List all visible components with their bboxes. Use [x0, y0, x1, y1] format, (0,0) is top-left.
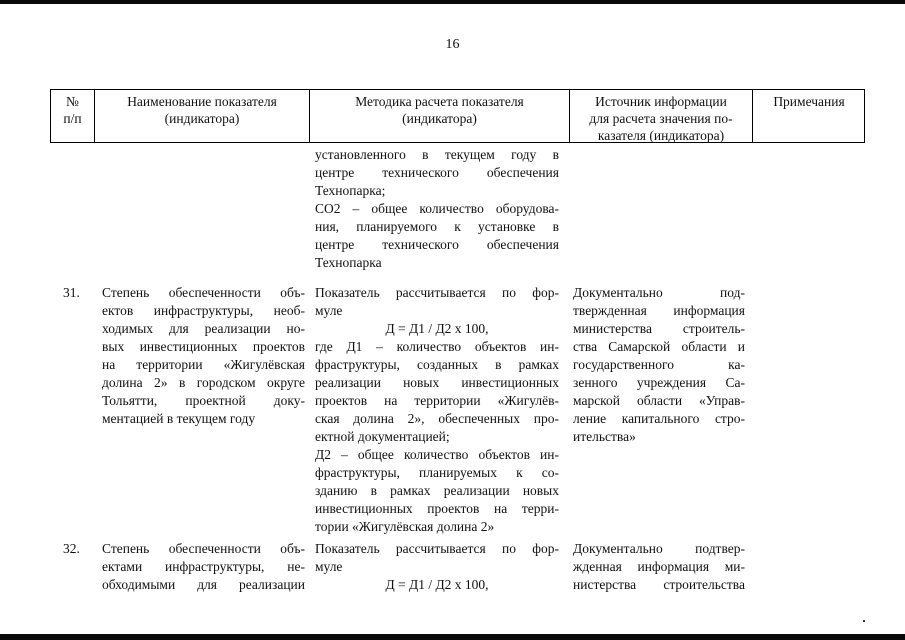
method-text-31 — [315, 284, 559, 536]
text-line: фраструктуры, планируемых к со- — [315, 465, 559, 480]
text-line: ектами инфраструктуры, не- — [102, 559, 305, 574]
text-line: Технопарка; — [315, 183, 386, 198]
method-text-32 — [315, 540, 559, 594]
page-number: 16 — [445, 37, 460, 52]
text-line: ительства» — [573, 429, 636, 444]
text-line: Документально под- — [573, 285, 745, 300]
indicator-name-32 — [102, 540, 305, 594]
text-line: нистерства строительства — [573, 577, 745, 592]
text-line: обходимыми для реализации — [102, 577, 305, 592]
text-line: установленного в текущем году в — [315, 147, 559, 162]
indicator-name-31 — [102, 284, 305, 428]
text-line: Показатель рассчитывается по фор- — [315, 541, 559, 556]
text-line: фраструктуры, созданных в рамках — [315, 357, 559, 372]
text-line: муле — [315, 303, 343, 318]
header-indicator-name — [95, 93, 309, 127]
text-line: Показатель рассчитывается по фор- — [315, 285, 559, 300]
text-line: центре технического обеспечения — [315, 237, 559, 252]
row-number: 32. — [63, 541, 80, 556]
text-line: ства Самарской области и — [573, 339, 745, 354]
formula: Д = Д1 / Д2 х 100, — [385, 577, 489, 592]
header-line: казателя (индикатора) — [597, 128, 725, 143]
header-line: Наименование показателя — [127, 94, 277, 109]
header-notes — [753, 93, 865, 110]
source-text-32 — [573, 540, 745, 594]
text-line: ектов инфраструктуры, необ- — [102, 303, 305, 318]
header-number — [51, 93, 94, 127]
header-line: Методика расчета показателя — [355, 94, 524, 109]
text-line: вых инвестиционных проектов — [102, 339, 305, 354]
source-text-31 — [573, 284, 745, 446]
text-line: жденная информация ми- — [573, 559, 745, 574]
header-line: (индикатора) — [402, 111, 477, 126]
text-line: зенного учреждения Са- — [573, 375, 745, 390]
header-line: п/п — [63, 111, 82, 126]
header-line: № — [66, 94, 79, 109]
scan-bottom-edge — [0, 634, 905, 640]
text-line: ментацией в текущем году — [102, 411, 256, 426]
text-line: реализации новых инвестиционных — [315, 375, 559, 390]
formula: Д = Д1 / Д2 х 100, — [385, 321, 489, 336]
text-line: СО2 – общее количество оборудова- — [315, 201, 559, 216]
text-line: где Д1 – количество объектов ин- — [315, 339, 559, 354]
text-line: муле — [315, 559, 343, 574]
header-line: для расчета значения по- — [589, 111, 733, 126]
text-line: марской области «Управ- — [573, 393, 745, 408]
text-line: Документально подтвер- — [573, 541, 745, 556]
text-line: долина 2» в городском округе — [102, 375, 305, 390]
text-line: твержденная информация — [573, 303, 745, 318]
text-line: ния, планируемого к установке в — [315, 219, 559, 234]
text-line: центре технического обеспечения — [315, 165, 559, 180]
header-line: (индикатора) — [164, 111, 240, 126]
text-line: Технопарка — [315, 255, 382, 270]
continuation-method-text — [315, 146, 559, 272]
scan-top-edge — [0, 0, 905, 4]
text-line: инвестиционных проектов на терри- — [315, 501, 559, 516]
text-line: министерства строитель- — [573, 321, 745, 336]
text-line: Тольятти, проектной доку- — [102, 393, 305, 408]
text-line: Д2 – общее количество объектов ин- — [315, 447, 559, 462]
text-line: ская долина 2», обеспеченных про- — [315, 411, 559, 426]
header-method — [310, 93, 569, 127]
text-line: тории «Жигулёвская долина 2» — [315, 519, 495, 534]
header-line: Примечания — [773, 94, 845, 109]
text-line: зданию в рамках реализации новых — [315, 483, 559, 498]
row-number: 31. — [63, 285, 80, 300]
text-line: государственного ка- — [573, 357, 745, 372]
text-line: проектов на территории «Жигулёв- — [315, 393, 559, 408]
text-line: Степень обеспеченности объ- — [102, 285, 305, 300]
table-header — [50, 89, 865, 143]
header-line: Источник информации — [595, 94, 727, 109]
text-line: ектной документацией; — [315, 429, 450, 444]
text-line: на территории «Жигулёвская — [102, 357, 305, 372]
text-line: Степень обеспеченности объ- — [102, 541, 305, 556]
text-line: ление капитального стро- — [573, 411, 745, 426]
text-line: ходимых для реализации но- — [102, 321, 305, 336]
header-source — [570, 93, 752, 144]
scan-speck — [863, 620, 865, 622]
